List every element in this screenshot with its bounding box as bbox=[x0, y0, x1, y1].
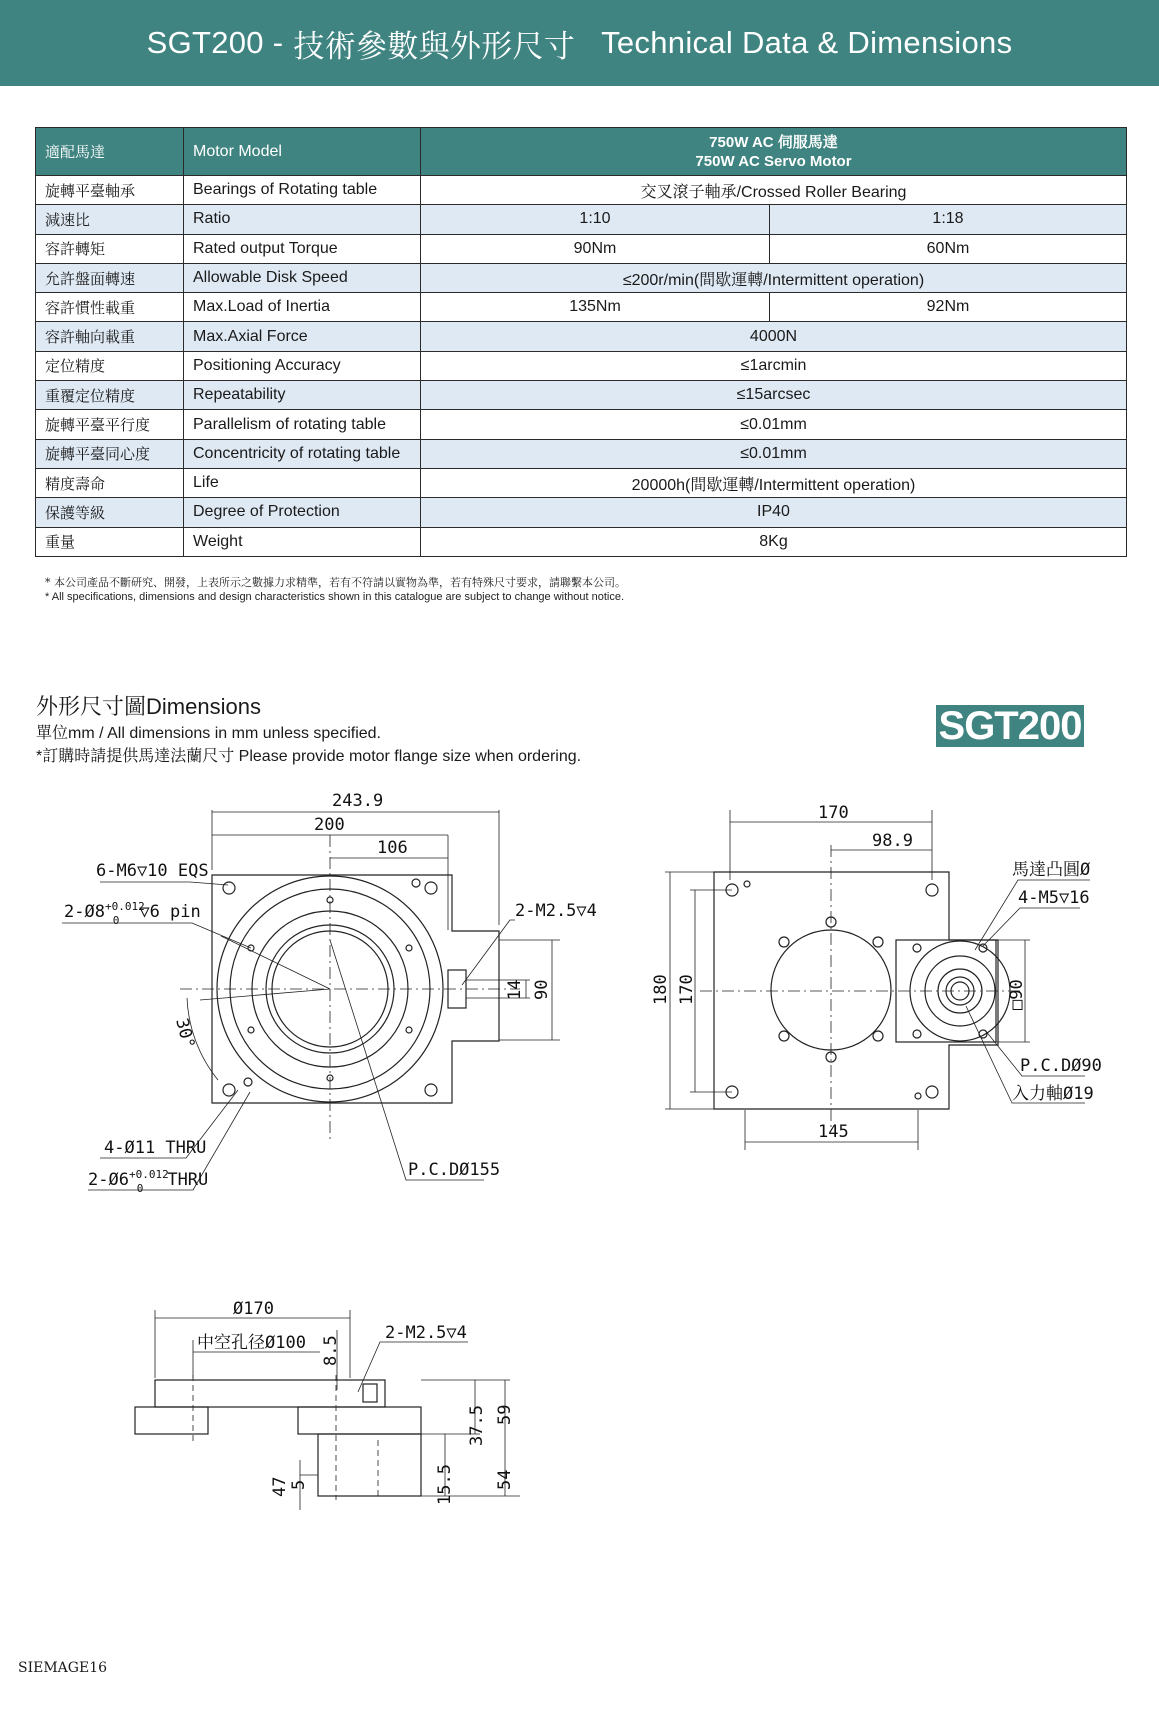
dim-106: 106 bbox=[377, 838, 408, 858]
spec-row-value: ≤0.01mm bbox=[421, 410, 1127, 439]
spec-row-value: 4000N bbox=[421, 322, 1127, 351]
dim-dia-170: Ø170 bbox=[233, 1299, 274, 1319]
dim-54: 54 bbox=[495, 1469, 515, 1490]
spec-row-en: Rated output Torque bbox=[184, 234, 421, 263]
spec-row-value: 交叉滾子軸承/Crossed Roller Bearing bbox=[421, 176, 1127, 205]
dim-59: 59 bbox=[495, 1404, 515, 1425]
spec-row-zh: 旋轉平臺同心度 bbox=[36, 439, 184, 468]
label-pin-tol-upper: +0.012 bbox=[104, 900, 145, 913]
label-input-shaft: 入力軸Ø19 bbox=[1012, 1084, 1094, 1104]
dim-47: 47 bbox=[270, 1476, 290, 1497]
label-thru-pin bbox=[88, 1168, 208, 1195]
header-title-en: Technical Data & Dimensions bbox=[601, 25, 1013, 60]
dim-square-90: □90 bbox=[1007, 979, 1027, 1010]
spec-row-value: 135Nm bbox=[421, 293, 770, 322]
spec-row-value: 1:18 bbox=[770, 205, 1127, 234]
dim-243-9: 243.9 bbox=[332, 791, 384, 811]
spec-row-value: 8Kg bbox=[421, 527, 1127, 556]
dimensions-title-en: Dimensions bbox=[146, 694, 261, 719]
units-note: 單位mm / All dimensions in mm unless specified. bbox=[36, 725, 382, 742]
dim-170: 170 bbox=[818, 803, 849, 823]
spec-row-en: Parallelism of rotating table bbox=[184, 410, 421, 439]
spec-row-value: 90Nm bbox=[421, 234, 770, 263]
dim-8-5: 8.5 bbox=[321, 1335, 341, 1366]
label-thru-holes: 4-Ø11 THRU bbox=[104, 1138, 207, 1158]
note-en: * All specifications, dimensions and design characteristics shown in this catalogue are subject to change without notice. bbox=[45, 591, 625, 603]
label-thru-pin-upper: +0.012 bbox=[128, 1168, 169, 1181]
spec-row-value: ≤200r/min(間歇運轉/Intermittent operation) bbox=[421, 263, 1127, 292]
dim-14: 14 bbox=[505, 979, 525, 1000]
spec-row-zh: 保護等級 bbox=[36, 498, 184, 527]
spec-header-en: Motor Model bbox=[184, 128, 421, 176]
spec-row-value: IP40 bbox=[421, 498, 1127, 527]
dim-98-9: 98.9 bbox=[872, 831, 913, 851]
spec-row-value: 60Nm bbox=[770, 234, 1127, 263]
spec-row-en: Repeatability bbox=[184, 381, 421, 410]
header-title-zh: 技術參數與外形尺寸 bbox=[293, 28, 576, 65]
dim-90: 90 bbox=[532, 979, 552, 1000]
spec-row-value: ≤15arcsec bbox=[421, 381, 1127, 410]
label-hollow-bore: 中空孔径Ø100 bbox=[197, 1333, 306, 1353]
label-m25-holes: 2-M2.5▽4 bbox=[515, 901, 597, 921]
dim-180: 180 bbox=[651, 974, 671, 1005]
label-pin-tol-lower: 0 bbox=[112, 914, 120, 927]
label-m5-holes: 4-M5▽16 bbox=[1018, 888, 1090, 908]
spec-row-zh: 允許盤面轉速 bbox=[36, 263, 184, 292]
dim-15-5: 15.5 bbox=[435, 1464, 455, 1505]
spec-row-en: Life bbox=[184, 468, 421, 497]
spec-row-value: 20000h(間歇運轉/Intermittent operation) bbox=[421, 468, 1127, 497]
spec-row-value: ≤1arcmin bbox=[421, 351, 1127, 380]
spec-row-zh: 容許轉矩 bbox=[36, 234, 184, 263]
label-front-m25-holes: 2-M2.5▽4 bbox=[385, 1323, 467, 1343]
spec-header-value-line1: 750W AC 伺服馬達 bbox=[709, 133, 838, 151]
spec-header-zh: 適配馬達 bbox=[36, 128, 184, 176]
order-note: *訂購時請提供馬達法蘭尺寸 Please provide motor flange size when ordering. bbox=[36, 748, 582, 765]
dim-200: 200 bbox=[314, 815, 345, 835]
footer-code: SIEMAGE16 bbox=[18, 1660, 108, 1676]
label-pcd-155: P.C.DØ155 bbox=[408, 1160, 501, 1180]
spec-row-zh: 旋轉平臺軸承 bbox=[36, 176, 184, 205]
spec-row-en: Allowable Disk Speed bbox=[184, 263, 421, 292]
label-m6-holes: 6-M6▽10 EQS bbox=[96, 861, 209, 881]
spec-row-zh: 精度壽命 bbox=[36, 468, 184, 497]
label-thru-pin-base: 2-Ø6 bbox=[88, 1170, 129, 1190]
angle-30: 30° bbox=[171, 1016, 199, 1051]
model-badge: SGT200 bbox=[936, 705, 1084, 747]
dim-170-vertical: 170 bbox=[677, 974, 697, 1005]
spec-row-zh: 重量 bbox=[36, 527, 184, 556]
dim-145: 145 bbox=[818, 1122, 849, 1142]
spec-row-zh: 容許軸向載重 bbox=[36, 322, 184, 351]
header-model: SGT200 - bbox=[146, 25, 284, 60]
spec-row-value: 1:10 bbox=[421, 205, 770, 234]
spec-row-en: Concentricity of rotating table bbox=[184, 439, 421, 468]
label-pcd-90: P.C.DØ90 bbox=[1020, 1056, 1102, 1076]
dim-5: 5 bbox=[289, 1479, 309, 1490]
spec-row-en: Max.Axial Force bbox=[184, 322, 421, 351]
spec-row-en: Weight bbox=[184, 527, 421, 556]
spec-row-en: Bearings of Rotating table bbox=[184, 176, 421, 205]
dim-37-5: 37.5 bbox=[467, 1405, 487, 1446]
label-pin-base: 2-Ø8 bbox=[64, 902, 105, 922]
label-thru-pin-lower: 0 bbox=[136, 1182, 144, 1195]
label-thru-pin-suffix: THRU bbox=[167, 1170, 209, 1190]
spec-row-zh: 容許慣性載重 bbox=[36, 293, 184, 322]
spec-row-value: ≤0.01mm bbox=[421, 439, 1127, 468]
spec-row-en: Positioning Accuracy bbox=[184, 351, 421, 380]
dimensions-title-zh: 外形尺寸圖 bbox=[36, 695, 147, 720]
spec-header-value-line2: 750W AC Servo Motor bbox=[695, 152, 852, 170]
spec-row-zh: 減速比 bbox=[36, 205, 184, 234]
spec-row-zh: 旋轉平臺平行度 bbox=[36, 410, 184, 439]
note-zh: * 本公司產品不斷研究、開發，上表所示之數據力求精準，若有不符請以實物為準，若有特殊尺寸要求，請聯繫本公司。 bbox=[45, 576, 626, 589]
label-pin-suffix: ▽6 pin bbox=[139, 902, 201, 922]
spec-row-value: 92Nm bbox=[770, 293, 1127, 322]
spec-row-en: Max.Load of Inertia bbox=[184, 293, 421, 322]
spec-row-zh: 重覆定位精度 bbox=[36, 381, 184, 410]
spec-row-en: Ratio bbox=[184, 205, 421, 234]
spec-row-zh: 定位精度 bbox=[36, 351, 184, 380]
spec-row-en: Degree of Protection bbox=[184, 498, 421, 527]
label-motor-boss: 馬達凸圓Ø bbox=[1012, 860, 1091, 880]
